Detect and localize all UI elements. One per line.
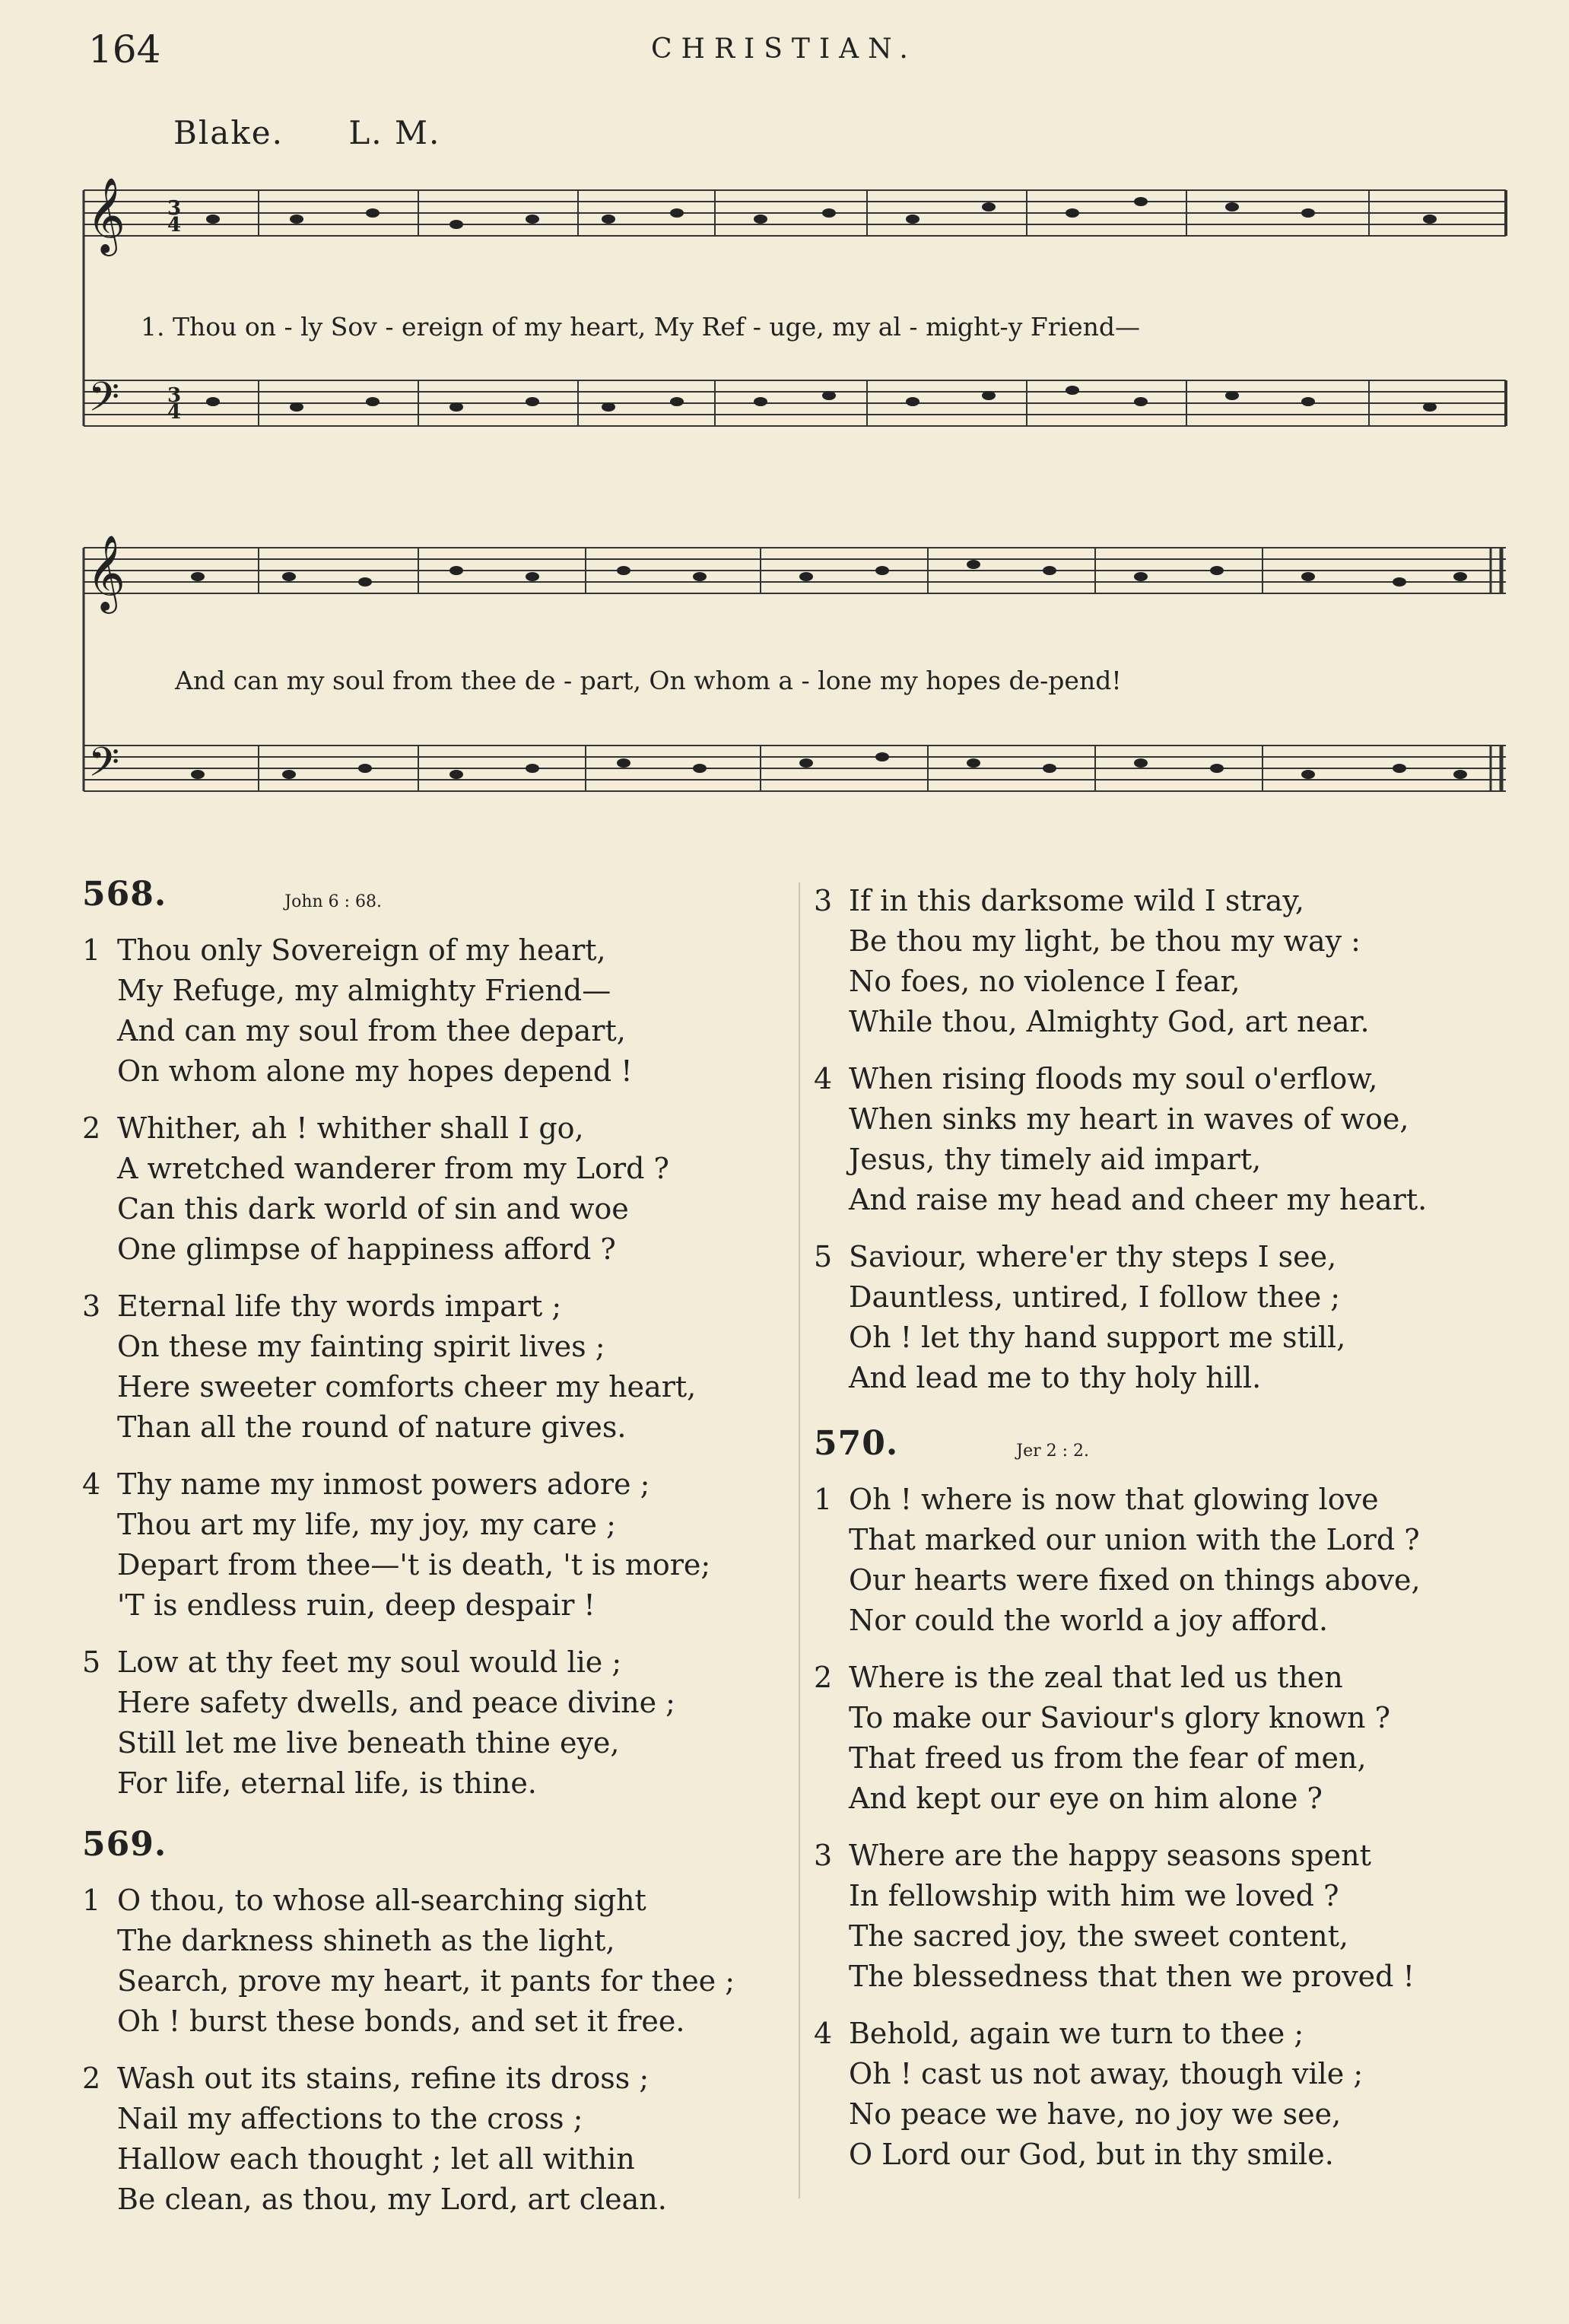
- verse-text: Thy name my inmost powers adore ;: [117, 1467, 650, 1501]
- verse-line: Oh ! let thy hand support me still,: [849, 1321, 1346, 1354]
- verse-line: And kept our eye on him alone ?: [849, 1782, 1323, 1815]
- verse-line: Thou art my life, my joy, my care ;: [117, 1508, 616, 1541]
- stanza: [82, 1642, 797, 1804]
- music-system-1: [76, 175, 1513, 494]
- left-column: [82, 875, 797, 2220]
- verse-line: Be thou my light, be thou my way :: [849, 924, 1361, 958]
- svg-text:𝄢: 𝄢: [88, 374, 120, 431]
- verse-number: 4: [814, 2017, 833, 2050]
- verse-line: In fellowship with him we loved ?: [849, 1879, 1339, 1912]
- verse-line: While thou, Almighty God, art near.: [849, 1005, 1370, 1038]
- verse-line: O Lord our God, but in thy smile.: [849, 2138, 1334, 2171]
- verse-line: And raise my head and cheer my heart.: [849, 1183, 1428, 1216]
- verse-number: 1: [82, 1884, 101, 1917]
- hymn-570: [814, 1424, 1529, 2175]
- svg-text:4: 4: [167, 214, 182, 237]
- verse-line: Search, prove my heart, it pants for thee ;: [117, 1964, 735, 1998]
- verse-text: Eternal life thy words impart ;: [117, 1289, 562, 1323]
- lyric-line-1: 1. Thou on - ly Sov - ereign of my heart, My Ref - uge, my al - might-y Friend—: [141, 312, 1140, 342]
- svg-text:𝄞: 𝄞: [87, 535, 125, 611]
- hymn-569-continued: [814, 881, 1529, 1398]
- music-system-2: [76, 533, 1513, 867]
- verse-text: Where are the happy seasons spent: [849, 1839, 1371, 1872]
- verse-line: And can my soul from thee depart,: [117, 1014, 626, 1048]
- stanza: [82, 1286, 797, 1448]
- verse-line: [814, 1059, 1529, 1099]
- verse-number: 5: [814, 1240, 833, 1273]
- verse-line: [814, 881, 1529, 921]
- verse-line: That marked our union with the Lord ?: [849, 1523, 1420, 1556]
- verse-number: 2: [814, 1661, 833, 1694]
- tune-name: Blake.: [173, 114, 284, 151]
- svg-text:3: 3: [167, 197, 182, 220]
- hymn-number: 570.: [814, 1424, 899, 1463]
- verse-line: To make our Saviour's glory known ?: [849, 1701, 1390, 1734]
- verse-number: 3: [814, 1839, 833, 1872]
- verse-line: The darkness shineth as the light,: [117, 1924, 615, 1957]
- verse-text: Wash out its stains, refine its dross ;: [117, 2062, 650, 2095]
- hymn-number: 569.: [82, 1825, 167, 1864]
- verse-text: O thou, to whose all-searching sight: [117, 1884, 646, 1917]
- verse-line: [814, 1658, 1529, 1698]
- verse-line: [82, 2059, 797, 2099]
- verse-line: Be clean, as thou, my Lord, art clean.: [117, 2183, 667, 2216]
- verse-line: Still let me live beneath thine eye,: [117, 1726, 620, 1760]
- verse-number: 1: [814, 1483, 833, 1516]
- verse-line: The blessedness that then we proved !: [849, 1960, 1415, 1993]
- verse-line: [82, 1108, 797, 1149]
- verse-line: The sacred joy, the sweet content,: [849, 1919, 1349, 1953]
- right-column: [814, 881, 1529, 2175]
- svg-text:4: 4: [167, 401, 182, 424]
- stanza: [814, 2014, 1529, 2175]
- running-title: CHRISTIAN.: [651, 33, 917, 65]
- verse-line: That freed us from the fear of men,: [849, 1741, 1367, 1775]
- verse-line: For life, eternal life, is thine.: [117, 1766, 537, 1800]
- verse-line: No peace we have, no joy we see,: [849, 2097, 1342, 2131]
- verse-line: My Refuge, my almighty Friend—: [117, 974, 611, 1007]
- stanza: [82, 1108, 797, 1270]
- verse-text: Thou only Sovereign of my heart,: [117, 933, 606, 967]
- stanza: [814, 1237, 1529, 1398]
- stanza: [814, 881, 1529, 1042]
- verse-text: Oh ! where is now that glowing love: [849, 1483, 1379, 1516]
- scripture-reference: John 6 : 68.: [284, 892, 383, 911]
- verse-line: 'T is endless ruin, deep despair !: [117, 1588, 596, 1622]
- verse-line: Dauntless, untired, I follow thee ;: [849, 1280, 1341, 1314]
- stanza: [82, 1881, 797, 2042]
- verse-number: 3: [814, 884, 833, 917]
- verse-line: On these my fainting spirit lives ;: [117, 1330, 605, 1363]
- verse-number: 2: [82, 1111, 101, 1145]
- hymn-number: 568.: [82, 875, 167, 914]
- verse-text: Low at thy feet my soul would lie ;: [117, 1645, 622, 1679]
- verse-line: On whom alone my hopes depend !: [117, 1054, 633, 1088]
- verse-line: Jesus, thy timely aid impart,: [849, 1143, 1262, 1176]
- verse-line: [82, 1286, 797, 1327]
- verse-line: [814, 1480, 1529, 1520]
- stanza: [82, 930, 797, 1092]
- verse-line: Here safety dwells, and peace divine ;: [117, 1686, 675, 1719]
- verse-line: Nor could the world a joy afford.: [849, 1604, 1329, 1637]
- verse-line: Nail my affections to the cross ;: [117, 2102, 583, 2135]
- verse-text: Where is the zeal that led us then: [849, 1661, 1343, 1694]
- verse-line: [82, 1642, 797, 1683]
- verse-line: Depart from thee—'t is death, 't is more;: [117, 1548, 711, 1582]
- hymn-568: [82, 875, 797, 1804]
- scripture-reference: Jer 2 : 2.: [1016, 1442, 1089, 1461]
- page-number: 164: [88, 27, 161, 72]
- verse-line: [82, 930, 797, 971]
- tune-heading: [173, 114, 440, 151]
- stanza: [814, 1658, 1529, 1819]
- svg-text:𝄢: 𝄢: [88, 739, 120, 796]
- verse-text: Whither, ah ! whither shall I go,: [117, 1111, 584, 1145]
- verse-number: 3: [82, 1289, 101, 1323]
- verse-number: 2: [82, 2062, 101, 2095]
- verse-line: Oh ! cast us not away, though vile ;: [849, 2057, 1364, 2090]
- verse-line: A wretched wanderer from my Lord ?: [117, 1152, 669, 1185]
- verse-line: Here sweeter comforts cheer my heart,: [117, 1370, 697, 1404]
- lyric-line-2: And can my soul from thee de - part, On whom a - lone my hopes de-pend!: [175, 666, 1122, 695]
- verse-line: Our hearts were fixed on things above,: [849, 1563, 1421, 1597]
- tune-meter: L. M.: [348, 114, 441, 151]
- verse-text: Behold, again we turn to thee ;: [849, 2017, 1304, 2050]
- verse-text: Saviour, where'er thy steps I see,: [849, 1240, 1337, 1273]
- verse-line: [814, 1237, 1529, 1277]
- verse-line: [814, 2014, 1529, 2054]
- verse-number: 4: [814, 1062, 833, 1095]
- stanza: [814, 1836, 1529, 1997]
- verse-line: No foes, no violence I fear,: [849, 965, 1240, 998]
- verse-line: And lead me to thy holy hill.: [849, 1361, 1262, 1394]
- stanza: [82, 2059, 797, 2220]
- verse-line: Can this dark world of sin and woe: [117, 1192, 629, 1226]
- verse-line: Oh ! burst these bonds, and set it free.: [117, 2004, 685, 2038]
- stanza: [82, 1464, 797, 1626]
- staff-notation-2: [76, 533, 1513, 867]
- verse-line: Hallow each thought ; let all within: [117, 2142, 635, 2176]
- stanza: [814, 1059, 1529, 1220]
- verse-line: [814, 1836, 1529, 1876]
- verse-number: 1: [82, 933, 101, 967]
- verse-line: [82, 1881, 797, 1921]
- svg-text:3: 3: [167, 384, 182, 407]
- column-divider: [799, 882, 800, 2198]
- verse-line: [82, 1464, 797, 1505]
- verse-text: When rising floods my soul o'erflow,: [849, 1062, 1378, 1095]
- hymn-569: [82, 1825, 797, 2220]
- verse-number: 5: [82, 1645, 101, 1679]
- verse-number: 4: [82, 1467, 101, 1501]
- verse-line: One glimpse of happiness afford ?: [117, 1232, 616, 1266]
- verse-line: When sinks my heart in waves of woe,: [849, 1102, 1409, 1136]
- verse-text: If in this darksome wild I stray,: [849, 884, 1304, 917]
- verse-line: Than all the round of nature gives.: [117, 1410, 627, 1444]
- stanza: [814, 1480, 1529, 1641]
- svg-text:𝄞: 𝄞: [87, 177, 125, 253]
